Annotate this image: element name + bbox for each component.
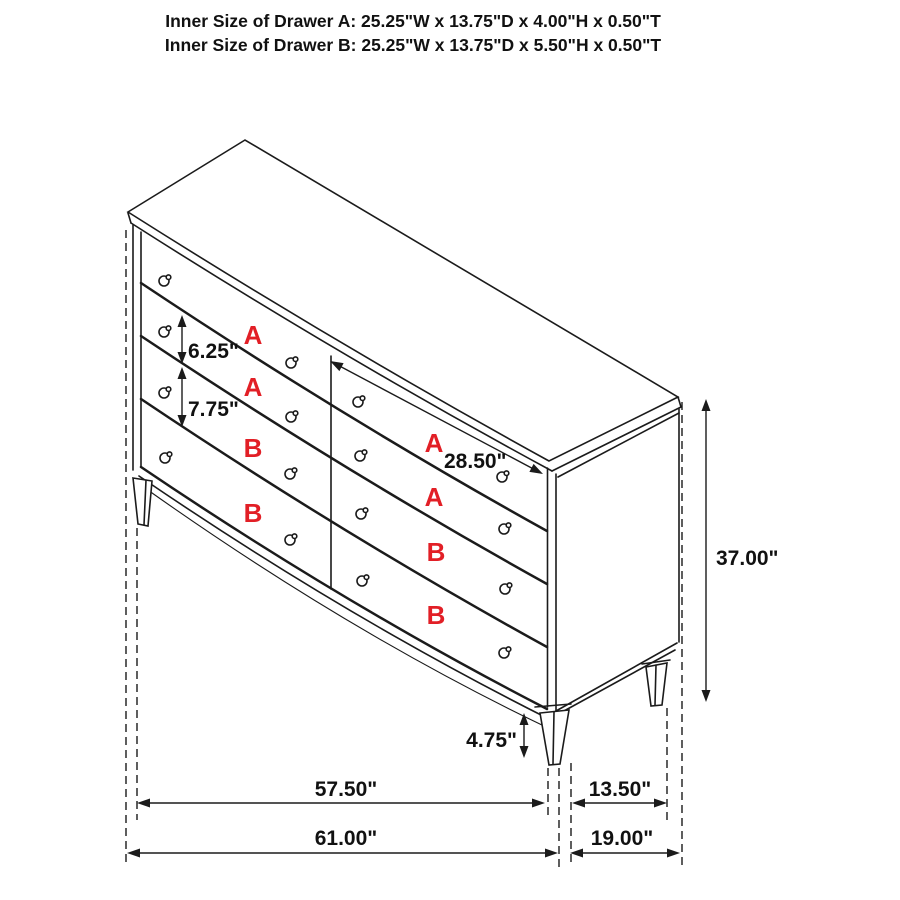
dim-label-drawer-opening-width: 28.50" <box>444 450 507 473</box>
dim-label-leg-height: 4.75" <box>466 729 517 752</box>
knob-icon <box>500 583 512 594</box>
knob-icon <box>286 357 298 368</box>
drawer-letter-left-2: A <box>243 372 263 402</box>
knob-icon <box>285 534 297 545</box>
dim-label-drawer-a-height: 6.25" <box>188 340 239 363</box>
knob-icon <box>159 275 171 286</box>
dim-label-drawer-b-height: 7.75" <box>188 398 239 421</box>
knob-icon <box>499 523 511 534</box>
drawer-letter-right-1: A <box>424 428 444 458</box>
knob-icon <box>353 396 365 407</box>
drawer-letter-right-4: B <box>426 600 446 630</box>
knob-icon <box>355 450 367 461</box>
drawer-letter-right-2: A <box>424 482 444 512</box>
drawer-b-inner-size-text: Inner Size of Drawer B: 25.25"W x 13.75"D x 5.50"H x 0.50"T <box>164 35 662 55</box>
dim-label-overall-width: 61.00" <box>314 827 378 850</box>
dim-case-width <box>137 778 545 808</box>
dim-overall-depth <box>570 827 680 858</box>
dim-label-case-width: 57.50" <box>314 778 378 801</box>
dim-overall-height <box>702 399 779 702</box>
dim-label-overall-depth: 19.00" <box>590 827 654 850</box>
drawer-letter-right-3: B <box>426 537 446 567</box>
drawer-letter-left-3: B <box>243 433 263 463</box>
dim-case-depth <box>572 778 667 808</box>
dim-overall-width <box>127 827 558 858</box>
drawer-a-inner-size-text: Inner Size of Drawer A: 25.25"W x 13.75"D x 4.00"H x 0.50"T <box>165 11 661 31</box>
dresser-cabinet-outline <box>128 140 681 765</box>
knob-icon <box>159 387 171 398</box>
knob-icon <box>285 468 297 479</box>
dim-label-overall-height: 37.00" <box>716 547 779 570</box>
knob-icon <box>160 452 172 463</box>
drawer-letter-left-4: B <box>243 498 263 528</box>
drawer-letter-left-1: A <box>243 320 263 350</box>
knob-icon <box>499 647 511 658</box>
knob-icon <box>286 411 298 422</box>
knob-icon <box>356 508 368 519</box>
dim-drawer-b-height <box>178 367 239 427</box>
dim-drawer-a-height <box>178 315 239 364</box>
knob-icon <box>159 326 171 337</box>
knob-icon <box>357 575 369 586</box>
dim-label-case-depth: 13.50" <box>588 778 652 801</box>
dim-leg-height <box>466 713 528 758</box>
